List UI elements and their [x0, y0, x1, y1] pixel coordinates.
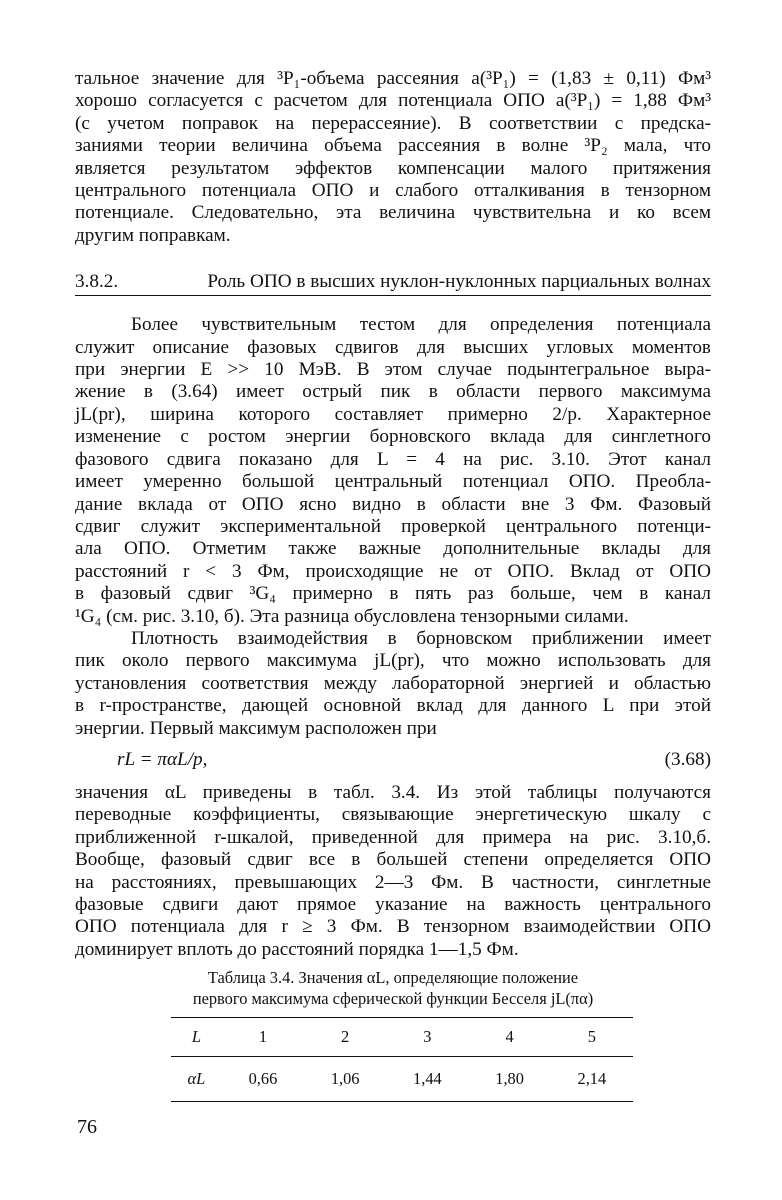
text-line: тальное значение для ³P₁-объема рассеяния a(³P₁) = (1,83 ± 0,11) Фм³	[75, 68, 711, 89]
text-line: пик около первого максимума jL(pr), что можно использовать для	[75, 650, 711, 672]
text-line: при энергии E >> 10 МэВ. В этом случае подынтегральное выра-	[75, 359, 711, 381]
text-line: на расстояниях, превышающих 2—3 Фм. В частности, синглетные	[75, 871, 711, 893]
text-line: значения αL приведены в табл. 3.4. Из этой таблицы получаются	[75, 781, 711, 803]
text-line: центрального потенциала ОПО и слабого отталкивания в тензорном	[75, 180, 711, 202]
text-line: другим поправкам.	[75, 224, 231, 246]
text-line: Плотность взаимодействия в борновском приближении имеет	[131, 627, 711, 649]
text-line: энергии. Первый максимум расположен при	[75, 717, 437, 739]
text-line: (с учетом поправок на перерассеяние). В соответствии с предска-	[75, 112, 711, 134]
paragraph-sensitive-test	[75, 314, 711, 628]
paragraph-scattering-volume	[75, 68, 711, 247]
text-line: переводные коэффициенты, связывающие энергетическую шкалу с	[75, 804, 711, 826]
text-line: Вообще, фазовый сдвиг все в большей степени определяется ОПО	[75, 849, 711, 871]
text-line: имеет умеренно большой центральный потенциал ОПО. Преобла-	[75, 471, 711, 493]
equation-3-68	[75, 748, 711, 772]
table-3-4	[171, 1017, 633, 1102]
section-heading	[75, 271, 711, 296]
page-number: 76	[77, 1116, 97, 1138]
text-line: расстояний r < 3 Фм, происходящие не от ОПО. Вклад от ОПО	[75, 560, 711, 582]
table-cell: 2,14	[551, 1057, 633, 1102]
text-line: Более чувствительным тестом для определения потенциала	[131, 314, 711, 336]
equation-number: (3.68)	[664, 748, 711, 770]
text-line: приближенной r-шкалой, приведенной для примера на рис. 3.10,б.	[75, 826, 711, 848]
text-line: жение в (3.64) имеет острый пик в области первого максимума	[75, 381, 711, 403]
text-line: jL(pr), ширина которого составляет примерно 2/p. Характерное	[75, 403, 711, 425]
table-cell: 1,06	[304, 1057, 386, 1102]
equation-expression: rL = παL/p,	[117, 748, 208, 770]
text-line: ала ОПО. Отметим также важные дополнительные вклады для	[75, 538, 711, 560]
table-header-cell: 1	[222, 1018, 304, 1057]
text-line: сдвиг служит экспериментальной проверкой центрального потенци-	[75, 515, 711, 537]
page-body	[75, 68, 711, 1102]
table-row	[171, 1057, 633, 1102]
table-caption-line-1: Таблица 3.4. Значения αL, определяющие положение	[207, 968, 579, 988]
text-line: фазового сдвига показано для L = 4 на рис. 3.10. Этот канал	[75, 448, 711, 470]
paragraph-born-density	[75, 628, 711, 740]
text-line: заниями теории величина объема рассеяния в волне ³P₂ мала, что	[75, 135, 711, 157]
table-header-cell: 4	[468, 1018, 550, 1057]
table-caption	[75, 967, 711, 1009]
text-line: в фазовый сдвиг ³G₄ примерно в пять раз больше, чем в канал	[75, 583, 711, 605]
text-line: фазовые сдвиги дают прямое указание на важность центрального	[75, 894, 711, 915]
text-line: дание вклада от ОПО ясно видно в области вне 3 Фм. Фазовый	[75, 493, 711, 515]
table-header-cell: L	[171, 1018, 222, 1057]
text-line: является результатом эффектов компенсации малого притяжения	[75, 157, 711, 179]
text-line: доминирует вплоть до расстояний порядка 1—1,5 Фм.	[75, 938, 519, 960]
section-title: Роль ОПО в высших нуклон-нуклонных парциальных волнах	[207, 271, 711, 293]
text-line: потенциале. Следовательно, эта величина чувствительна и ко всем	[75, 202, 711, 224]
text-line: ОПО потенциала для r ≥ 3 Фм. В тензорном взаимодействии ОПО	[75, 916, 711, 938]
table-header-row	[171, 1018, 633, 1057]
table-header-cell: 3	[386, 1018, 468, 1057]
text-line: в r-пространстве, дающей основной вклад для данного L при этой	[75, 695, 711, 717]
table-header-cell: 2	[304, 1018, 386, 1057]
text-line: служит описание фазовых сдвигов для высших угловых моментов	[75, 336, 711, 358]
text-line: хорошо согласуется с расчетом для потенциала ОПО a(³P₁) = 1,88 Фм³	[75, 90, 711, 112]
table-header-cell: 5	[551, 1018, 633, 1057]
table-cell: 1,80	[468, 1057, 550, 1102]
table-caption-line-2: первого максимума сферической функции Бесселя jL(πα)	[192, 989, 594, 1009]
paragraph-alpha-values	[75, 782, 711, 961]
text-line: установления соответствия между лабораторной энергией и областью	[75, 672, 711, 694]
section-number: 3.8.2.	[75, 271, 119, 293]
table-cell: 1,44	[386, 1057, 468, 1102]
table-cell: αL	[171, 1057, 222, 1102]
table-cell: 0,66	[222, 1057, 304, 1102]
text-line: ¹G₄ (см. рис. 3.10, б). Эта разница обусловлена тензорными силами.	[75, 605, 629, 627]
text-line: изменение с ростом энергии борновского вклада для синглетного	[75, 426, 711, 448]
